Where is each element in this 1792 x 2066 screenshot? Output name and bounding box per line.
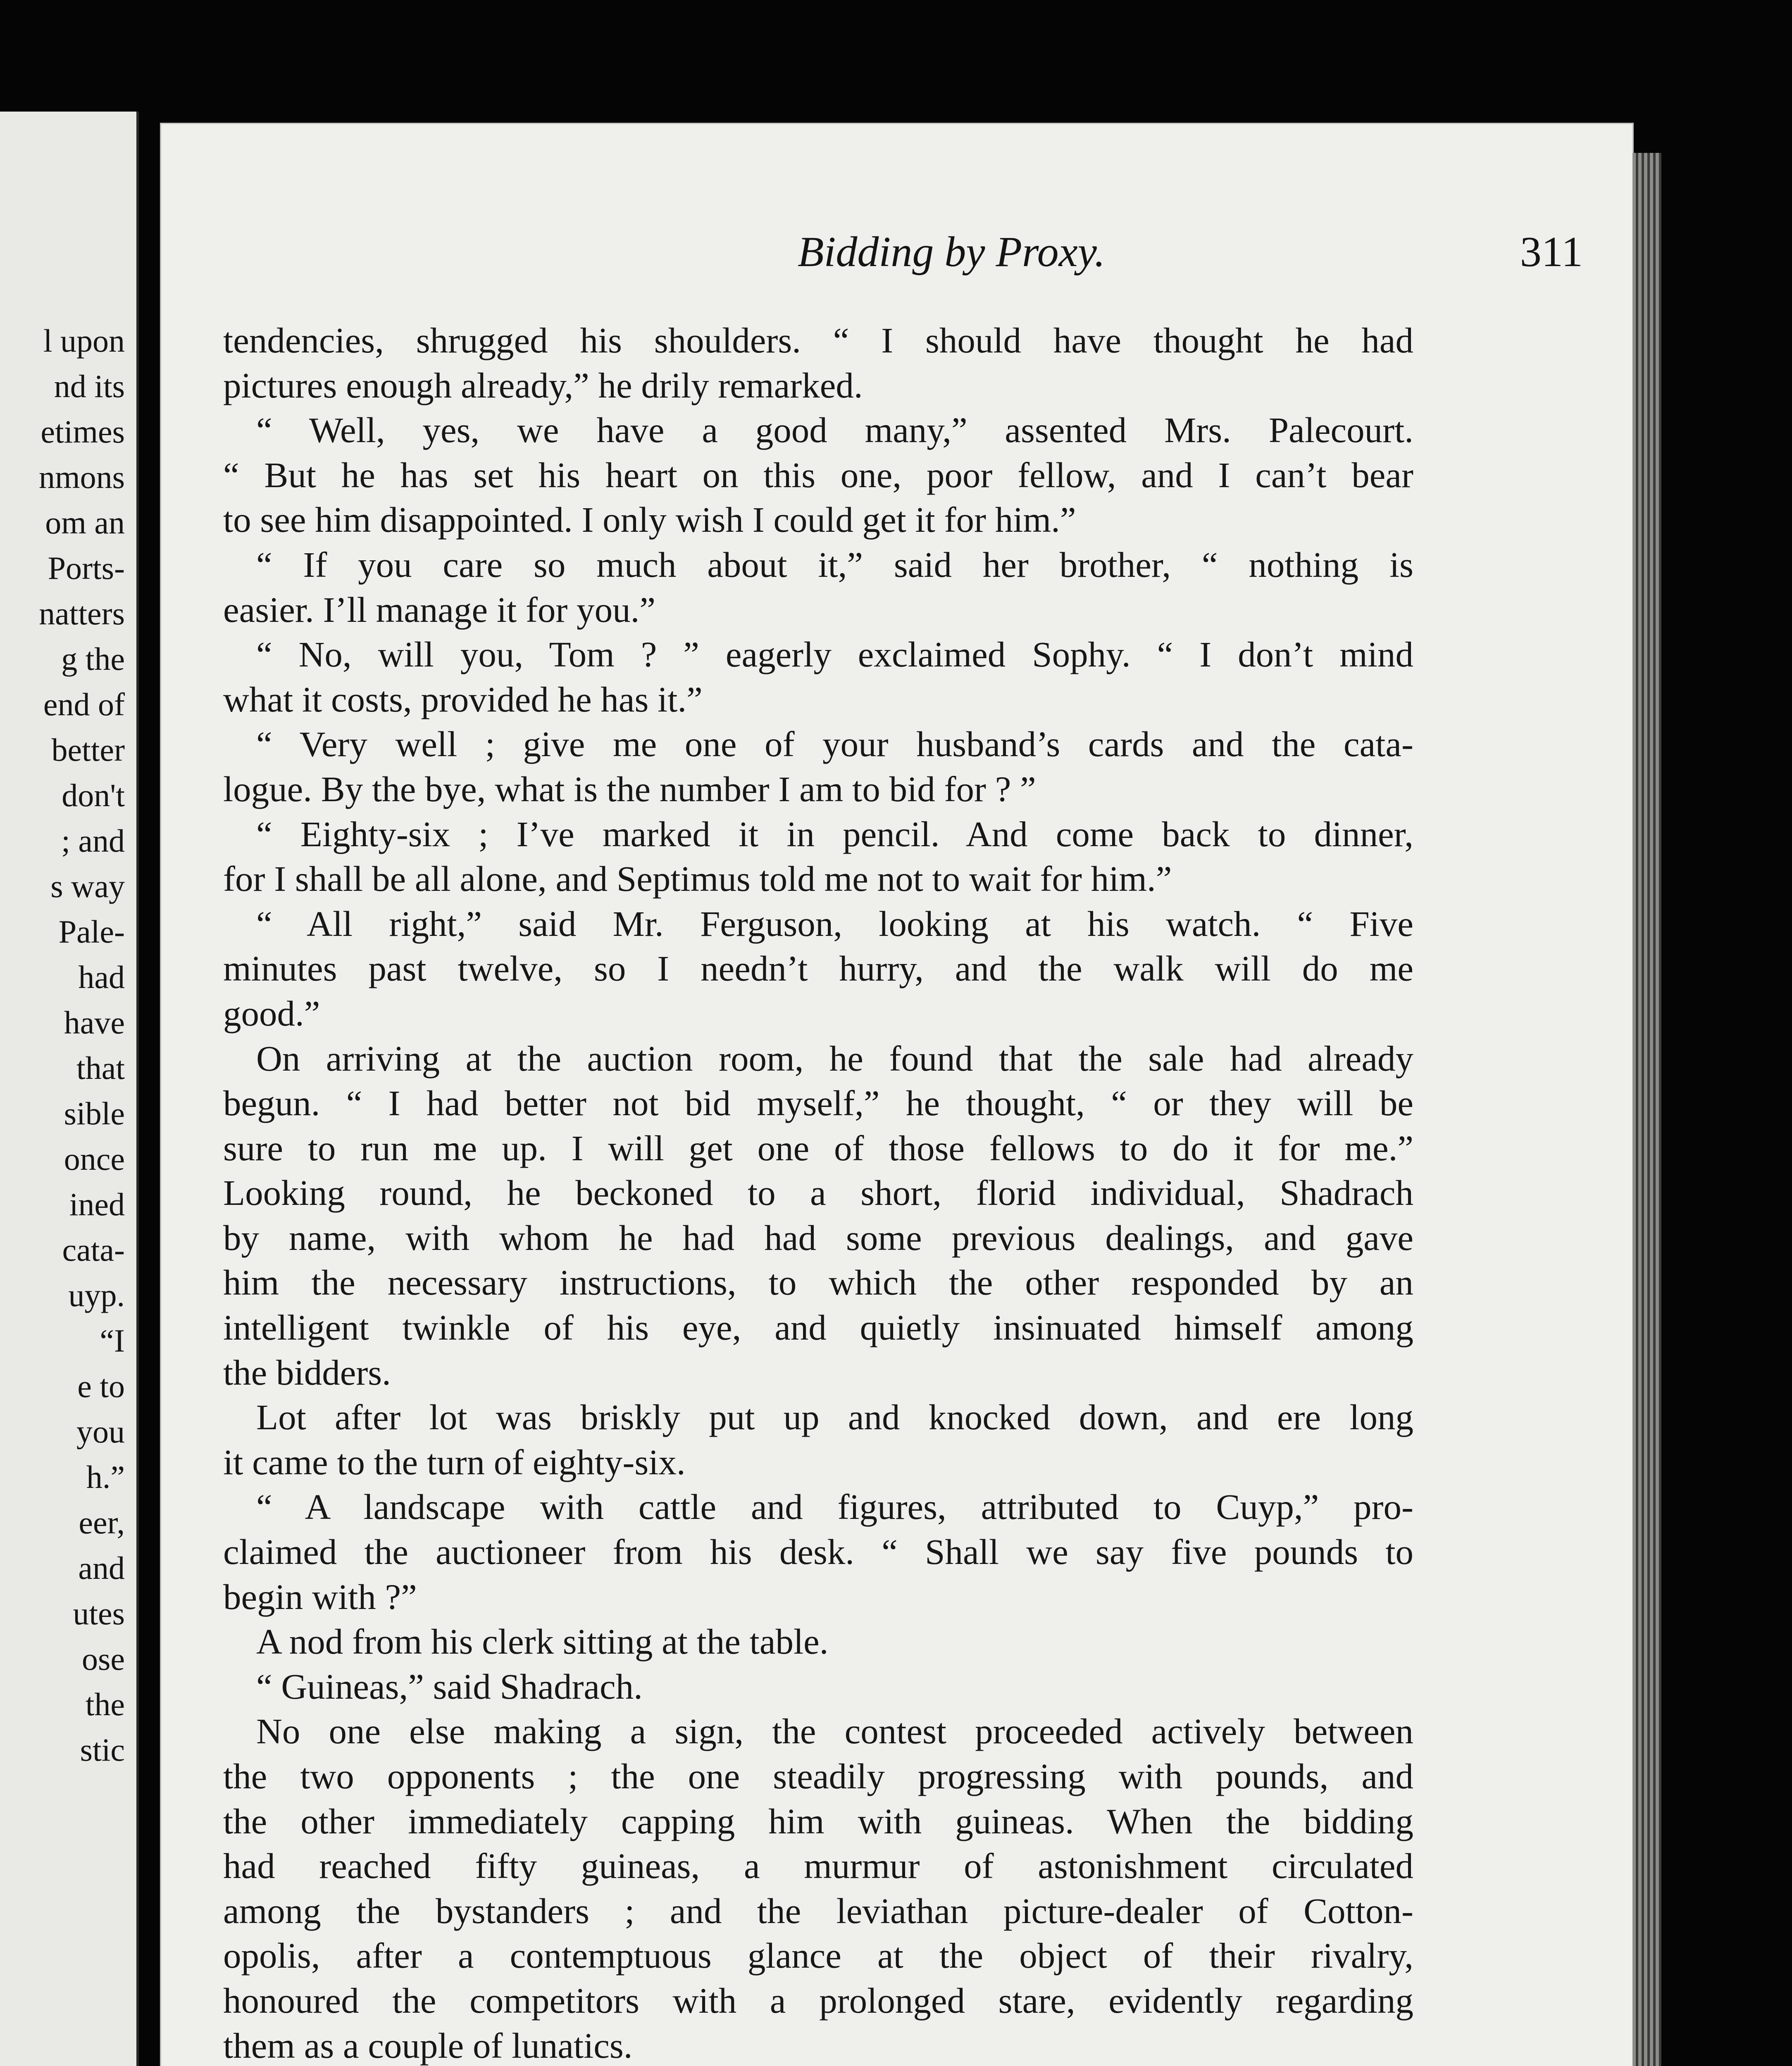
facing-page-edge [0, 112, 139, 2066]
running-head [636, 227, 1583, 302]
text-line: minutes past twelve, so I needn’t hurry, and the walk will do me [223, 948, 1413, 989]
text-line: had reached fifty guineas, a murmur of astonishment circulated [223, 1846, 1413, 1886]
page-number: 311 [1520, 228, 1583, 276]
facing-page-fragment: and [78, 1550, 125, 1586]
facing-page-fragment: ose [82, 1641, 125, 1677]
facing-page-fragment: nd its [54, 368, 125, 404]
text-line: good.” [223, 993, 320, 1033]
facing-page-fragment: g the [61, 641, 125, 677]
text-line: begin with ?” [223, 1576, 417, 1617]
facing-page-fragment: s way [50, 868, 125, 904]
facing-page-fragment: have [64, 1004, 125, 1040]
facing-page-fragment: om an [45, 505, 125, 540]
facing-page-fragment: eer, [79, 1504, 125, 1540]
facing-page-fragment: you [76, 1414, 125, 1450]
text-line: for I shall be all alone, and Septimus told me not to wait for him.” [223, 859, 1172, 899]
facing-page-fragment: sible [64, 1095, 125, 1131]
text-line: the bidders. [223, 1352, 391, 1392]
text-line: tendencies, shrugged his shoulders. “ I should have thought he had [223, 320, 1413, 360]
facing-page-fragment: natters [39, 595, 125, 631]
text-line: to see him disappointed. I only wish I could get it for him.” [223, 500, 1076, 540]
text-line: them as a couple of lunatics. [223, 2025, 633, 2066]
text-line: “ If you care so much about it,” said her brother, “ nothing is [256, 544, 1413, 585]
text-line: sure to run me up. I will get one of those fellows to do it for me.” [223, 1128, 1413, 1168]
facing-page-fragment: “I [100, 1323, 125, 1359]
text-line: by name, with whom he had had some previous dealings, and gave [223, 1217, 1413, 1258]
facing-page-fragment: Pale- [58, 914, 125, 950]
text-line: him the necessary instructions, to which the other responded by an [223, 1262, 1413, 1303]
text-line: Lot after lot was briskly put up and knocked down, and ere long [256, 1397, 1413, 1438]
facing-page-fragment: don't [62, 777, 125, 813]
facing-page-fragment: Ports- [48, 550, 125, 586]
text-line: No one else making a sign, the contest proceeded actively between [256, 1711, 1413, 1752]
text-line: “ No, will you, Tom ? ” eagerly exclaimed Sophy. “ I don’t mind [256, 634, 1413, 675]
facing-page-fragment: utes [73, 1595, 125, 1631]
facing-page-fragment: nmons [38, 459, 125, 495]
facing-page-fragment: etimes [41, 414, 125, 450]
page-stack-edge [1632, 153, 1661, 2066]
text-line: opolis, after a contemptuous glance at the object of their rivalry, [223, 1935, 1413, 1976]
text-line: intelligent twinkle of his eye, and quietly insinuated himself among [223, 1307, 1413, 1348]
facing-page-fragment: once [64, 1141, 125, 1177]
text-line: logue. By the bye, what is the number I am to bid for ? ” [223, 769, 1036, 809]
text-line: begun. “ I had better not bid myself,” he thought, “ or they will be [223, 1083, 1413, 1123]
facing-page-fragment: stic [80, 1732, 125, 1768]
facing-page-fragment: better [51, 732, 125, 768]
text-line: “ Guineas,” said Shadrach. [256, 1666, 643, 1707]
facing-page-fragment: h.” [86, 1459, 125, 1495]
facing-page-fragment: e to [77, 1368, 125, 1404]
text-line: On arriving at the auction room, he found that the sale had already [256, 1038, 1413, 1078]
facing-page-fragment: uyp. [68, 1277, 125, 1313]
facing-page-fragment: end of [43, 686, 125, 722]
text-line: the two opponents ; the one steadily progressing with pounds, and [223, 1756, 1413, 1796]
text-line: pictures enough already,” he drily remarked. [223, 365, 863, 405]
facing-page-fragment: cata- [62, 1232, 125, 1268]
text-line: easier. I’ll manage it for you.” [223, 589, 655, 630]
text-line: “ Well, yes, we have a good many,” assented Mrs. Palecourt. [256, 410, 1413, 450]
text-line: “ But he has set his heart on this one, poor fellow, and I can’t bear [223, 455, 1413, 495]
facing-page-fragment: that [76, 1050, 125, 1086]
text-line: “ All right,” said Mr. Ferguson, looking at his watch. “ Five [256, 903, 1413, 944]
facing-page-fragment: l upon [43, 323, 125, 359]
text-line: what it costs, provided he has it.” [223, 679, 703, 719]
facing-page-fragment: ined [69, 1186, 125, 1222]
facing-page-text [39, 318, 125, 1773]
text-line: “ Eighty-six ; I’ve marked it in pencil. And come back to dinner, [256, 814, 1413, 854]
body-text [223, 318, 1413, 2066]
text-line: A nod from his clerk sitting at the table. [256, 1621, 829, 1662]
text-line: the other immediately capping him with guineas. When the bidding [223, 1801, 1413, 1841]
text-line: claimed the auctioneer from his desk. “ Shall we say five pounds to [223, 1532, 1413, 1572]
facing-page-fragment: ; and [61, 823, 125, 859]
text-line: “ Very well ; give me one of your husband’s cards and the cata- [256, 724, 1413, 764]
facing-page-fragment: had [78, 959, 125, 995]
text-line: honoured the competitors with a prolonged stare, evidently regarding [223, 1980, 1413, 2021]
text-line: “ A landscape with cattle and figures, attributed to Cuyp,” pro- [256, 1487, 1413, 1527]
text-line: among the bystanders ; and the leviathan picture-dealer of Cotton- [223, 1890, 1413, 1931]
text-line: it came to the turn of eighty-six. [223, 1442, 686, 1482]
text-line: Looking round, he beckoned to a short, florid individual, Shadrach [223, 1173, 1413, 1213]
book-page [161, 124, 1632, 2066]
facing-page-fragment: the [85, 1686, 125, 1722]
running-title: Bidding by Proxy. [798, 228, 1106, 276]
